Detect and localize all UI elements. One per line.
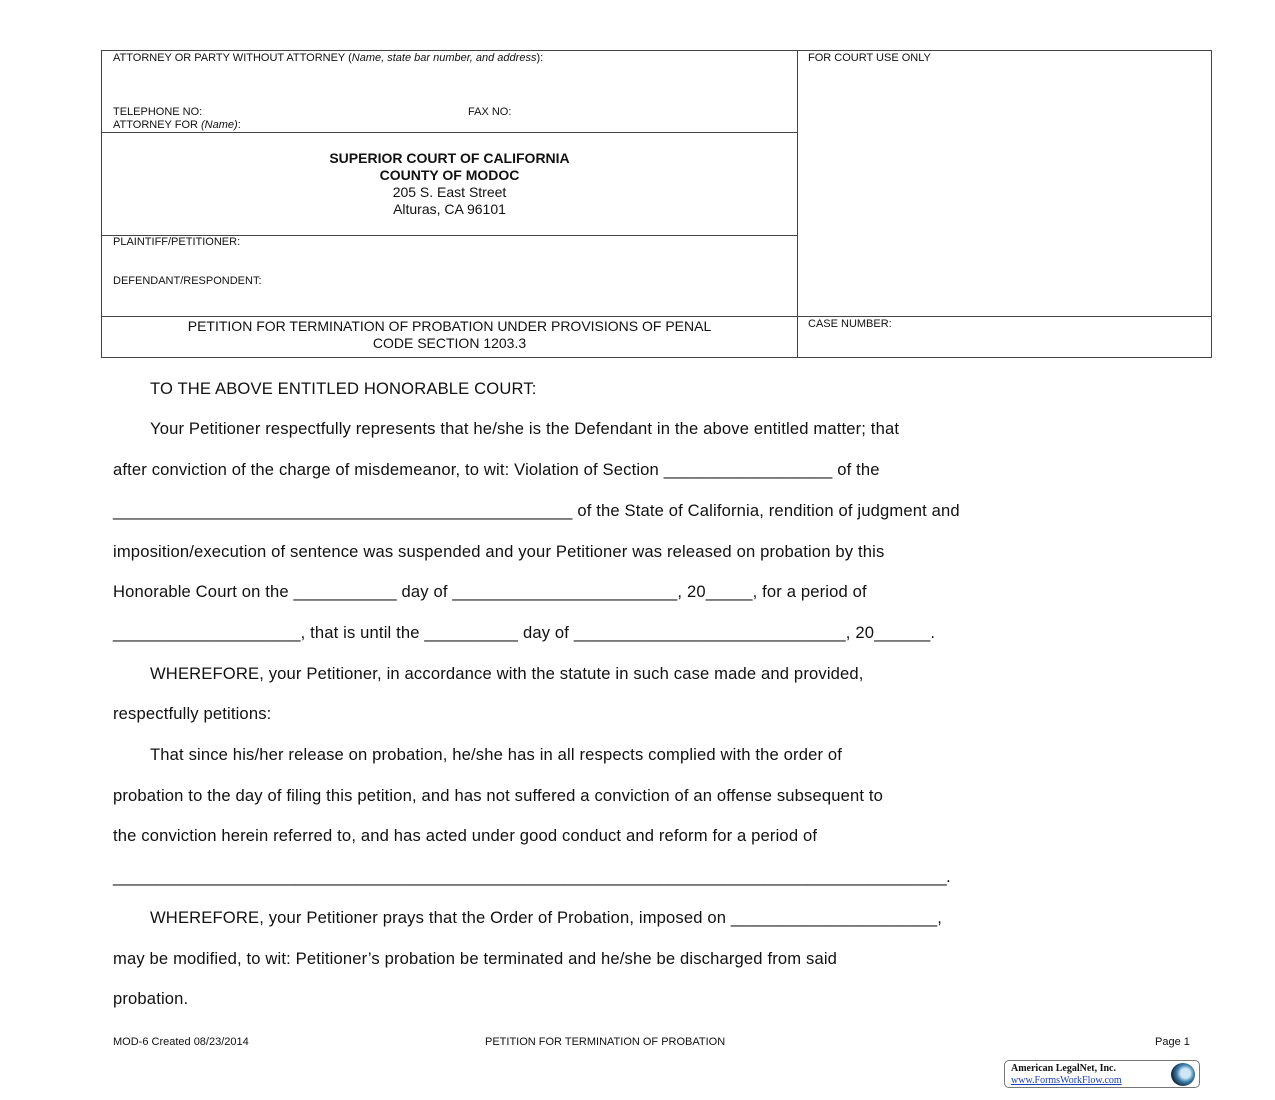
county-name: COUNTY OF MODOC xyxy=(379,167,520,183)
body-line: may be modified, to wit: Petitioner’s probation be terminated and he/she be discharged from said xyxy=(113,949,838,968)
body-line: Your Petitioner respectfully represents that he/she is the Defendant in the above entitled matter; that xyxy=(150,419,900,438)
globe-icon xyxy=(1171,1063,1195,1086)
plaintiff-label: PLAINTIFF/PETITIONER: xyxy=(113,236,241,248)
footer-page: Page 1 xyxy=(1155,1036,1190,1048)
footer-form-id: MOD-6 Created 08/23/2014 xyxy=(113,1036,249,1048)
court-use-box xyxy=(797,50,1212,317)
title-box xyxy=(101,316,798,358)
form-title-line1: PETITION FOR TERMINATION OF PROBATION UNDER PROVISIONS OF PENAL xyxy=(187,318,712,334)
court-box xyxy=(101,132,798,236)
body-line: ____________________, that is until the __________ day of _____________________________, 20______. xyxy=(113,623,936,642)
salutation: TO THE ABOVE ENTITLED HONORABLE COURT: xyxy=(150,379,537,398)
attorney-for-label: ATTORNEY FOR (Name): xyxy=(113,119,241,131)
attorney-label: ATTORNEY OR PARTY WITHOUT ATTORNEY (Name, state bar number, and address): xyxy=(113,52,544,64)
defendant-label: DEFENDANT/RESPONDENT: xyxy=(113,275,262,287)
body-line: WHEREFORE, your Petitioner, in accordance with the statute in such case made and provided, xyxy=(150,664,864,683)
body-line: imposition/execution of sentence was suspended and your Petitioner was released on probation by this xyxy=(113,542,885,561)
telephone-label: TELEPHONE NO: xyxy=(113,106,203,118)
american-legalnet-logo[interactable] xyxy=(1004,1060,1200,1088)
attorney-box xyxy=(101,50,798,133)
court-street: 205 S. East Street xyxy=(392,184,507,200)
form-title-line2: CODE SECTION 1203.3 xyxy=(372,335,527,351)
case-number-box xyxy=(797,316,1212,358)
body-line: _________________________________________________ of the State of California, rendition of judgment and xyxy=(113,501,960,520)
body-line: respectfully petitions: xyxy=(113,704,272,723)
body-line: That since his/her release on probation, he/she has in all respects complied with the order of xyxy=(150,745,843,764)
parties-box xyxy=(101,235,798,317)
body-line: the conviction herein referred to, and has acted under good conduct and reform for a period of xyxy=(113,826,818,845)
body-line: ________________________________________________________________________________________________. xyxy=(113,867,951,886)
footer-title: PETITION FOR TERMINATION OF PROBATION xyxy=(485,1036,726,1048)
fax-label: FAX NO: xyxy=(468,106,512,118)
body-line: Honorable Court on the ___________ day of ________________________, 20_____, for a period of xyxy=(113,582,867,601)
body-line: after conviction of the charge of misdemeanor, to wit: Violation of Section __________________ of the xyxy=(113,460,880,479)
court-name: SUPERIOR COURT OF CALIFORNIA xyxy=(329,150,570,166)
case-number-label: CASE NUMBER: xyxy=(808,318,892,330)
court-city: Alturas, CA 96101 xyxy=(393,201,506,217)
logo-name: American LegalNet, Inc. xyxy=(1011,1063,1116,1074)
court-use-label: FOR COURT USE ONLY xyxy=(808,52,931,64)
body-line: probation. xyxy=(113,989,189,1008)
body-line: probation to the day of filing this petition, and has not suffered a conviction of an offense subsequent to xyxy=(113,786,884,805)
logo-url[interactable]: www.FormsWorkFlow.com xyxy=(1011,1075,1122,1086)
body-line: WHEREFORE, your Petitioner prays that the Order of Probation, imposed on ______________________, xyxy=(150,908,943,927)
